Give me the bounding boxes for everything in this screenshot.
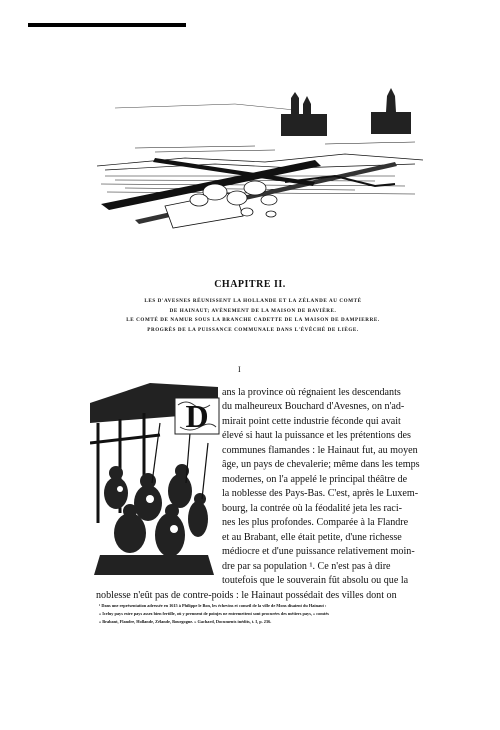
section-numeral: I	[238, 365, 241, 374]
body-line: et au Brabant, elle était petite, d'une richesse	[222, 532, 402, 543]
body-line: la noblesse des Pays-Bas. C'est, après le Luxem-	[222, 488, 419, 499]
summary-line: PROGRÈS DE LA PUISSANCE COMMUNALE DANS L'ÉVÊCHÉ DE LIÈGE.	[147, 327, 359, 334]
body-line: du malheureux Bouchard d'Avesnes, on n'ad-	[222, 401, 405, 412]
body-line: mirait point cette industrie féconde qui avait	[222, 416, 401, 427]
footnote-line: « Iceluy pays estre pays assez bien fertille, où y prennent de poinjes ne entremettent sont procurées des métiers pays, » comtés	[99, 610, 329, 616]
footnote-line: « Brabant, Flandre, Hollande, Zélande, Bourgogne. » Gachard, Documents inédits, t. I, p. 236.	[99, 618, 272, 624]
chapter-head-engraving	[95, 88, 425, 230]
body-line: communes flamandes : le Hainaut fut, au moyen	[222, 445, 418, 456]
body-line: toutefois que le souverain fût absolu ou que la	[222, 575, 409, 586]
body-line: âge, un pays de chevalerie; même dans les temps	[222, 459, 420, 470]
dropcap-letter: D	[185, 398, 209, 434]
body-line: modernes, on l'a appelé le principal théâtre de	[222, 474, 408, 485]
body-line: ans la province où régnaient les descendants	[222, 387, 401, 398]
body-line: médiocre et d'une puissance relativement moin-	[222, 546, 415, 557]
summary-line: LES D'AVESNES RÉUNISSENT LA HOLLANDE ET LA ZÉLANDE AU COMTÉ	[144, 298, 362, 304]
chapter-summary	[108, 297, 398, 336]
body-line: nes les plus profondes. Comparée à la Flandre	[222, 517, 409, 528]
summary-line: LE COMTÉ DE NAMUR SOUS LA BRANCHE CADETTE DE LA MAISON DE DAMPIERRE.	[126, 317, 380, 324]
body-line: élevé si haut la puissance et les prétentions des	[222, 430, 411, 441]
summary-line: DE HAINAUT; AVÈNEMENT DE LA MAISON DE BAVIÈRE.	[169, 307, 337, 314]
body-line: bourg, la contrée où la féodalité jeta les raci-	[222, 503, 403, 514]
body-line: noblesse n'eût pas de contre-poids : le Hainaut possédait des villes dont on	[96, 590, 397, 601]
chapter-title: CHAPITRE II.	[214, 279, 286, 290]
footnotes	[99, 602, 429, 625]
footnote-line: ¹ Dans une représentation adressée en 1615 à Philippe le Bon, les échevins et conseil de la ville de Mons disaient du Hainaut :	[99, 603, 327, 608]
body-line: dre par sa population ¹. Ce n'est pas à dire	[222, 561, 391, 572]
scan-edge-bar	[28, 23, 186, 27]
dropcap-initial	[174, 397, 220, 435]
